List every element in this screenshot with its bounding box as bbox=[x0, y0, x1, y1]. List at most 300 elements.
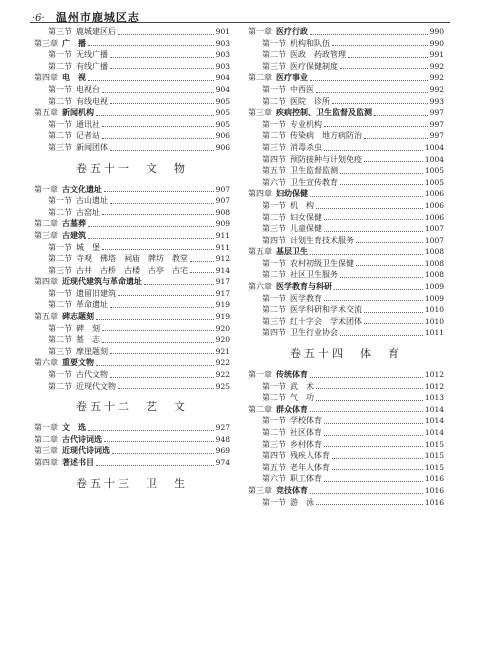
entry-title: 电视台 bbox=[76, 84, 100, 94]
entry-title: 古文化遗址 bbox=[62, 183, 102, 194]
entry-page: 1009 bbox=[424, 282, 444, 292]
entry-page: 919 bbox=[215, 312, 230, 322]
entry-page: 993 bbox=[429, 96, 444, 106]
dot-leader bbox=[340, 68, 428, 69]
toc-section-entry bbox=[34, 49, 230, 61]
dot-leader bbox=[96, 365, 214, 366]
entry-number: 第一节 bbox=[262, 258, 286, 268]
entry-page: 922 bbox=[215, 370, 230, 380]
entry-page: 912 bbox=[215, 254, 230, 264]
toc-chapter-entry bbox=[248, 369, 444, 381]
toc-section-entry bbox=[248, 96, 444, 108]
dot-leader bbox=[324, 126, 428, 127]
entry-number: 第一章 bbox=[248, 370, 272, 380]
toc-chapter-entry bbox=[248, 485, 444, 497]
entry-title: 著述书目 bbox=[62, 457, 94, 467]
toc-section-entry bbox=[248, 223, 444, 235]
entry-page: 1006 bbox=[424, 200, 444, 210]
entry-title: 老年人体育 bbox=[290, 462, 330, 472]
dot-leader bbox=[310, 80, 428, 81]
volume-heading: 卷五十二 艺 文 bbox=[76, 400, 188, 414]
entry-number: 第二节 bbox=[48, 207, 72, 217]
entry-number: 第六节 bbox=[262, 474, 286, 484]
dot-leader bbox=[88, 430, 214, 431]
toc-section-entry bbox=[34, 253, 230, 265]
entry-title: 通讯社 bbox=[76, 119, 100, 129]
dot-leader bbox=[88, 80, 214, 81]
entry-page: 925 bbox=[215, 381, 230, 391]
toc-section-entry bbox=[248, 84, 444, 96]
entry-title: 无线广播 bbox=[76, 50, 108, 60]
entry-number: 第三节 bbox=[48, 265, 72, 275]
dot-leader bbox=[316, 92, 428, 93]
entry-title: 学校体育 bbox=[290, 416, 322, 426]
entry-title: 广 播 bbox=[62, 37, 86, 48]
entry-title: 专业机构 bbox=[290, 119, 322, 129]
volume-heading: 卷五十四 体 育 bbox=[290, 347, 402, 361]
dot-leader bbox=[324, 435, 423, 436]
left-column bbox=[34, 26, 230, 499]
dot-leader bbox=[364, 161, 423, 162]
entry-page: 911 bbox=[215, 242, 230, 252]
toc-chapter-entry bbox=[34, 434, 230, 446]
entry-page: 920 bbox=[215, 323, 230, 333]
toc-section-entry bbox=[34, 84, 230, 96]
entry-page: 992 bbox=[429, 73, 444, 83]
dot-leader bbox=[110, 150, 214, 151]
entry-page: 903 bbox=[215, 38, 230, 48]
dot-leader bbox=[316, 208, 423, 209]
dot-leader bbox=[310, 196, 423, 197]
entry-page: 907 bbox=[215, 184, 230, 194]
entry-page: 997 bbox=[429, 108, 444, 118]
toc-section-entry bbox=[248, 497, 444, 509]
dot-leader bbox=[348, 57, 428, 58]
entry-page: 908 bbox=[215, 207, 230, 217]
dot-leader bbox=[332, 103, 428, 104]
toc-chapter-entry bbox=[34, 445, 230, 457]
entry-number: 第二节 bbox=[48, 335, 72, 345]
entry-page: 917 bbox=[215, 277, 230, 287]
entry-page: 909 bbox=[215, 219, 230, 229]
entry-page: 1012 bbox=[424, 370, 444, 380]
dot-leader bbox=[324, 446, 423, 447]
entry-number: 第二节 bbox=[262, 428, 286, 437]
dot-leader bbox=[102, 330, 214, 331]
entry-number: 第二节 bbox=[48, 61, 72, 71]
toc-group bbox=[34, 422, 230, 468]
entry-number: 第二节 bbox=[262, 131, 286, 141]
entry-title: 墓 志 bbox=[76, 335, 100, 345]
entry-number: 第一节 bbox=[262, 200, 286, 210]
entry-page: 919 bbox=[215, 300, 230, 310]
entry-number: 第三节 bbox=[262, 224, 286, 234]
toc-section-entry bbox=[248, 316, 444, 328]
entry-number: 第一章 bbox=[34, 184, 58, 194]
entry-title: 新闻机构 bbox=[62, 107, 94, 118]
toc-chapter-entry bbox=[34, 72, 230, 84]
entry-page: 1004 bbox=[424, 154, 444, 164]
entry-number: 第四章 bbox=[34, 277, 58, 287]
entry-number: 第五节 bbox=[262, 166, 286, 176]
entry-title: 新闻团体 bbox=[76, 142, 108, 152]
entry-title: 妇女保健 bbox=[290, 212, 322, 222]
toc-chapter-entry bbox=[34, 357, 230, 369]
entry-number: 第四章 bbox=[248, 189, 272, 199]
toc-section-entry bbox=[34, 381, 230, 393]
entry-page: 1011 bbox=[424, 328, 444, 338]
entry-page: 911 bbox=[215, 230, 230, 240]
entry-page: 990 bbox=[429, 27, 444, 36]
entry-number: 第一节 bbox=[262, 84, 286, 94]
entry-number: 第二节 bbox=[48, 300, 72, 310]
entry-number: 第三节 bbox=[262, 142, 286, 152]
entry-page: 1005 bbox=[424, 177, 444, 187]
toc-group bbox=[248, 26, 444, 339]
entry-title: 预防接种与计划免疫 bbox=[290, 154, 362, 164]
entry-title: 近现代建筑与革命遗址 bbox=[62, 276, 142, 287]
entry-page: 1013 bbox=[424, 393, 444, 403]
entry-number: 第四节 bbox=[262, 235, 286, 245]
entry-title: 医疗事业 bbox=[276, 72, 308, 83]
entry-title: 记者站 bbox=[76, 131, 100, 141]
toc-section-entry bbox=[34, 242, 230, 254]
dot-leader bbox=[102, 126, 214, 127]
right-column bbox=[248, 26, 444, 508]
entry-title: 卫生宣传教育 bbox=[290, 177, 338, 187]
dot-leader bbox=[110, 203, 214, 204]
dot-leader bbox=[332, 45, 428, 46]
entry-number: 第三节 bbox=[262, 316, 286, 326]
entry-title: 近现代文物 bbox=[76, 381, 116, 391]
dot-leader bbox=[190, 272, 214, 273]
entry-page: 1006 bbox=[424, 189, 444, 199]
entry-title: 古代文物 bbox=[76, 370, 108, 380]
entry-page: 905 bbox=[215, 96, 230, 106]
dot-leader bbox=[110, 68, 214, 69]
entry-page: 1014 bbox=[424, 416, 444, 426]
dot-leader bbox=[364, 323, 423, 324]
entry-number: 第二章 bbox=[248, 73, 272, 83]
entry-number: 第三章 bbox=[34, 38, 58, 48]
entry-number: 第三章 bbox=[34, 230, 58, 240]
entry-number: 第四节 bbox=[262, 154, 286, 164]
entry-title: 气 功 bbox=[290, 393, 314, 403]
entry-page: 905 bbox=[215, 119, 230, 129]
entry-title: 武 术 bbox=[290, 381, 314, 391]
entry-title: 职工体育 bbox=[290, 474, 322, 484]
entry-page: 906 bbox=[215, 131, 230, 141]
entry-page: 974 bbox=[215, 458, 230, 467]
entry-page: 1015 bbox=[424, 462, 444, 472]
toc-section-entry bbox=[34, 195, 230, 207]
entry-page: 1016 bbox=[424, 497, 444, 507]
entry-page: 903 bbox=[215, 61, 230, 71]
entry-title: 消毒杀虫 bbox=[290, 142, 322, 152]
dot-leader bbox=[334, 289, 423, 290]
entry-page: 914 bbox=[215, 265, 230, 275]
entry-number: 第一节 bbox=[262, 497, 286, 507]
entry-number: 第四节 bbox=[262, 328, 286, 338]
entry-number: 第二节 bbox=[262, 50, 286, 60]
toc-chapter-entry bbox=[248, 26, 444, 38]
entry-page: 903 bbox=[215, 50, 230, 60]
entry-number: 第五章 bbox=[34, 108, 58, 118]
entry-number: 第四章 bbox=[34, 458, 58, 467]
entry-number: 第一节 bbox=[48, 370, 72, 380]
dot-leader bbox=[96, 465, 214, 466]
header-rule bbox=[30, 22, 450, 23]
dot-leader bbox=[340, 173, 423, 174]
entry-title: 社区卫生服务 bbox=[290, 270, 338, 280]
entry-title: 计划生育技术服务 bbox=[290, 235, 354, 245]
entry-title: 医学教育 bbox=[290, 293, 322, 303]
toc-section-entry bbox=[248, 473, 444, 485]
entry-title: 医疗行政 bbox=[276, 26, 308, 36]
entry-number: 第二章 bbox=[248, 404, 272, 414]
dot-leader bbox=[310, 493, 423, 494]
entry-number: 第一节 bbox=[262, 381, 286, 391]
entry-title: 古建筑 bbox=[62, 229, 86, 240]
entry-title: 卫生行业协会 bbox=[290, 328, 338, 338]
entry-title: 古山遗址 bbox=[76, 196, 108, 206]
entry-number: 第一节 bbox=[48, 119, 72, 129]
entry-title: 乡村体育 bbox=[290, 439, 322, 449]
entry-page: 1016 bbox=[424, 485, 444, 495]
entry-page: 997 bbox=[429, 131, 444, 141]
toc-section-entry bbox=[248, 119, 444, 131]
entry-page: 1016 bbox=[424, 474, 444, 484]
dot-leader bbox=[96, 115, 214, 116]
entry-page: 1006 bbox=[424, 212, 444, 222]
entry-page: 1012 bbox=[424, 381, 444, 391]
toc-section-entry bbox=[34, 288, 230, 300]
toc-chapter-entry bbox=[34, 184, 230, 196]
dot-leader bbox=[310, 254, 423, 255]
toc-section-entry bbox=[248, 381, 444, 393]
entry-number: 第四节 bbox=[262, 451, 286, 461]
toc-chapter-entry bbox=[34, 276, 230, 288]
toc-chapter-entry bbox=[34, 38, 230, 50]
dot-leader bbox=[356, 242, 423, 243]
dot-leader bbox=[104, 441, 214, 442]
entry-page: 904 bbox=[215, 73, 230, 83]
entry-title: 碑志题刻 bbox=[62, 311, 94, 322]
entry-title: 电 视 bbox=[62, 72, 86, 83]
entry-number: 第一节 bbox=[48, 50, 72, 60]
entry-page: 992 bbox=[429, 84, 444, 94]
toc-section-entry bbox=[248, 450, 444, 462]
entry-number: 第一节 bbox=[262, 293, 286, 303]
entry-title: 中西医 bbox=[290, 84, 314, 94]
toc-section-entry bbox=[248, 304, 444, 316]
entry-title: 传统体育 bbox=[276, 369, 308, 380]
dot-leader bbox=[340, 184, 423, 185]
entry-number: 第六节 bbox=[262, 177, 286, 187]
entry-number: 第二节 bbox=[48, 96, 72, 106]
toc-section-entry bbox=[248, 49, 444, 61]
entry-title: 社区体育 bbox=[290, 428, 322, 437]
entry-number: 第一节 bbox=[48, 196, 72, 206]
entry-title: 古代诗词选 bbox=[62, 433, 102, 444]
entry-number: 第一章 bbox=[34, 423, 58, 433]
dot-leader bbox=[110, 353, 214, 354]
toc-section-entry bbox=[34, 346, 230, 358]
dot-leader bbox=[340, 335, 423, 336]
dot-leader bbox=[190, 261, 214, 262]
entry-page: 990 bbox=[429, 38, 444, 48]
volume-heading: 卷五十三 卫 生 bbox=[76, 476, 188, 490]
toc-section-entry bbox=[248, 327, 444, 339]
entry-number: 第一节 bbox=[262, 416, 286, 426]
toc-group bbox=[34, 26, 230, 154]
toc-chapter-entry bbox=[248, 188, 444, 200]
toc-chapter-entry bbox=[34, 230, 230, 242]
toc-chapter-entry bbox=[248, 281, 444, 293]
dot-leader bbox=[324, 219, 423, 220]
entry-title: 机构和队伍 bbox=[290, 38, 330, 48]
entry-page: 927 bbox=[215, 423, 230, 433]
entry-page: 1008 bbox=[424, 247, 444, 257]
toc-section-entry bbox=[248, 392, 444, 404]
toc-section-entry bbox=[248, 212, 444, 224]
dot-leader bbox=[144, 284, 214, 285]
dot-leader bbox=[356, 265, 423, 266]
entry-page: 1010 bbox=[424, 305, 444, 315]
entry-number: 第一节 bbox=[262, 38, 286, 48]
entry-page: 1005 bbox=[424, 166, 444, 176]
entry-page: 1015 bbox=[424, 439, 444, 449]
dot-leader bbox=[324, 481, 423, 482]
toc-section-entry bbox=[248, 462, 444, 474]
toc-section-entry bbox=[34, 61, 230, 73]
entry-title: 机 构 bbox=[290, 200, 314, 210]
entry-page: 1014 bbox=[424, 404, 444, 414]
dot-leader bbox=[332, 469, 423, 470]
entry-title: 革命遗址 bbox=[76, 300, 108, 310]
dot-leader bbox=[88, 238, 214, 239]
toc-chapter-entry bbox=[248, 404, 444, 416]
entry-title: 儿童保健 bbox=[290, 224, 322, 234]
entry-number: 第四章 bbox=[34, 73, 58, 83]
entry-page: 907 bbox=[215, 196, 230, 206]
dot-leader bbox=[316, 388, 423, 389]
entry-page: 991 bbox=[429, 50, 444, 60]
entry-title: 群众体育 bbox=[276, 403, 308, 414]
entry-number: 第二章 bbox=[34, 434, 58, 444]
entry-title: 摩崖题刻 bbox=[76, 346, 108, 356]
toc-chapter-entry bbox=[248, 246, 444, 258]
dot-leader bbox=[110, 377, 214, 378]
entry-title: 传染病 地方病防治 bbox=[290, 131, 362, 141]
entry-title: 古墓葬 bbox=[62, 218, 86, 229]
entry-title: 基层卫生 bbox=[276, 246, 308, 257]
dot-leader bbox=[324, 423, 423, 424]
entry-page: 1007 bbox=[424, 224, 444, 234]
entry-page: 1007 bbox=[424, 235, 444, 245]
toc-section-entry bbox=[34, 130, 230, 142]
entry-number: 第三节 bbox=[48, 27, 72, 36]
toc-section-entry bbox=[248, 293, 444, 305]
dot-leader bbox=[102, 214, 214, 215]
dot-leader bbox=[102, 92, 214, 93]
entry-page: 917 bbox=[215, 288, 230, 298]
toc-section-entry bbox=[248, 258, 444, 270]
entry-page: 922 bbox=[215, 358, 230, 368]
toc-section-entry bbox=[34, 265, 230, 277]
entry-title: 残疾人体育 bbox=[290, 451, 330, 461]
toc-section-entry bbox=[248, 61, 444, 73]
dot-leader bbox=[364, 138, 428, 139]
toc-chapter-entry bbox=[34, 457, 230, 469]
entry-number: 第二节 bbox=[48, 131, 72, 141]
entry-page: 1008 bbox=[424, 270, 444, 280]
entry-page: 1004 bbox=[424, 142, 444, 152]
entry-title: 医院 诊所 bbox=[290, 96, 330, 106]
entry-number: 第二节 bbox=[48, 254, 72, 264]
entry-number: 第三节 bbox=[48, 142, 72, 152]
dot-leader bbox=[316, 504, 423, 505]
entry-page: 920 bbox=[215, 335, 230, 345]
dot-leader bbox=[340, 277, 423, 278]
entry-title: 农村初级卫生保健 bbox=[290, 258, 354, 268]
entry-page: 997 bbox=[429, 119, 444, 129]
entry-number: 第五章 bbox=[248, 247, 272, 257]
volume-heading: 卷五十一 文 物 bbox=[76, 161, 188, 175]
toc-section-entry bbox=[248, 200, 444, 212]
dot-leader bbox=[110, 307, 214, 308]
toc-section-entry bbox=[248, 415, 444, 427]
entry-title: 医学科研和学术交流 bbox=[290, 305, 362, 315]
dot-leader bbox=[324, 150, 423, 151]
entry-title: 近现代诗词选 bbox=[62, 445, 110, 456]
entry-number: 第三节 bbox=[262, 61, 286, 71]
dot-leader bbox=[324, 231, 423, 232]
dot-leader bbox=[316, 400, 423, 401]
dot-leader bbox=[374, 115, 428, 116]
toc-chapter-entry bbox=[34, 107, 230, 119]
entry-number: 第二节 bbox=[262, 212, 286, 222]
entry-page: 1014 bbox=[424, 428, 444, 437]
dot-leader bbox=[102, 138, 214, 139]
dot-leader bbox=[324, 300, 423, 301]
entry-number: 第五章 bbox=[34, 312, 58, 322]
entry-page: 969 bbox=[215, 446, 230, 456]
entry-title: 古窑址 bbox=[76, 207, 100, 217]
entry-page: 906 bbox=[215, 142, 230, 152]
dot-leader bbox=[118, 388, 214, 389]
entry-number: 第一节 bbox=[262, 119, 286, 129]
toc-section-entry bbox=[248, 130, 444, 142]
toc-section-entry bbox=[248, 269, 444, 281]
entry-number: 第五节 bbox=[262, 462, 286, 472]
entry-title: 医政 药政管理 bbox=[290, 50, 346, 60]
entry-number: 第二节 bbox=[262, 305, 286, 315]
toc-section-entry bbox=[248, 142, 444, 154]
toc-section-entry bbox=[34, 369, 230, 381]
entry-title: 有线电视 bbox=[76, 96, 108, 106]
entry-title: 医疗保健制度 bbox=[290, 61, 338, 71]
entry-number: 第一节 bbox=[48, 323, 72, 333]
dot-leader bbox=[110, 103, 214, 104]
toc-section-entry bbox=[34, 119, 230, 131]
dot-leader bbox=[104, 191, 214, 192]
toc-chapter-entry bbox=[248, 107, 444, 119]
toc-group bbox=[248, 369, 444, 508]
toc-section-entry bbox=[248, 235, 444, 247]
toc-section-entry bbox=[34, 334, 230, 346]
toc-chapter-entry bbox=[248, 72, 444, 84]
